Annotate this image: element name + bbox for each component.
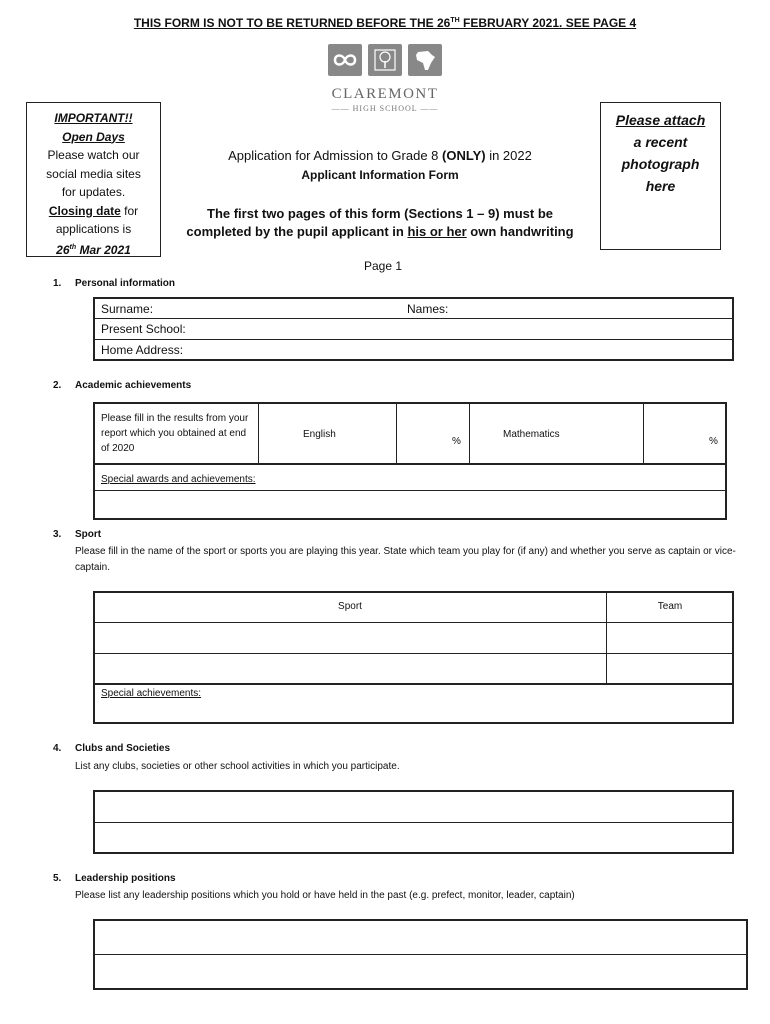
leadership-description: Please list any leadership positions which you hold or have held in the past (e.g. prefect, monitor, leader, captain) xyxy=(75,890,575,901)
clubs-description: List any clubs, societies or other school activities in which you participate. xyxy=(75,761,400,772)
photo-line: a recent xyxy=(633,134,688,150)
photo-line: photograph xyxy=(621,156,700,172)
africa-map-icon xyxy=(408,44,442,76)
english-percent-field[interactable]: % xyxy=(452,436,461,447)
form-title: Application for Admission to Grade 8 (ONLY) in 2022 xyxy=(228,148,532,163)
infinity-icon xyxy=(328,44,362,76)
section-title-clubs: Clubs and Societies xyxy=(75,743,171,754)
section-number: 3. xyxy=(53,529,62,540)
maths-percent-field[interactable]: % xyxy=(709,436,718,447)
tree-icon xyxy=(368,44,402,76)
important-line: for updates. xyxy=(61,185,126,199)
section-number: 5. xyxy=(53,873,62,884)
team-column-header: Team xyxy=(657,601,683,612)
section-title-personal: Personal information xyxy=(75,278,176,289)
section-title-sport: Sport xyxy=(75,529,102,540)
present-school-field[interactable]: Present School: xyxy=(101,322,186,336)
sport-column-header: Sport xyxy=(338,601,362,612)
important-line: Please watch our xyxy=(47,148,140,162)
handwriting-instruction: The first two pages of this form (Sections 1 – 9) must be completed by the pupil applicant in his or her own handwriting xyxy=(186,206,574,239)
important-title: IMPORTANT!! xyxy=(54,111,133,125)
home-address-field[interactable]: Home Address: xyxy=(101,343,184,357)
important-line: social media sites xyxy=(46,166,141,181)
surname-field[interactable]: Surname: xyxy=(101,302,154,316)
section-number: 1. xyxy=(53,278,62,289)
school-logo xyxy=(326,44,444,118)
english-label: English xyxy=(303,429,336,440)
photo-line: here xyxy=(645,178,676,194)
section-title-leadership: Leadership positions xyxy=(75,873,176,884)
names-field[interactable]: Names: xyxy=(407,302,449,316)
maths-label: Mathematics xyxy=(503,429,560,440)
special-awards-field[interactable] xyxy=(94,491,726,519)
open-days-heading: Open Days xyxy=(62,129,125,144)
sport-description: Please fill in the name of the sport or sports you are playing this year. State which team you play for (if any) and whether you serve as captain or vice-captain. xyxy=(75,546,736,573)
important-line: applications is xyxy=(55,222,132,236)
page-number: Page 1 xyxy=(364,259,403,273)
closing-date-line: Closing date for xyxy=(48,203,139,218)
special-awards-label: Special awards and achievements: xyxy=(101,474,256,485)
school-name: CLAREMONT xyxy=(331,86,439,102)
school-subtitle: —— HIGH SCHOOL —— xyxy=(331,104,439,113)
photo-line: Please attach xyxy=(615,112,706,128)
photo-placeholder-box[interactable] xyxy=(600,102,721,250)
results-instruction: Please fill in the results from your report which you obtained at end of 2020 xyxy=(101,413,249,454)
closing-date-value: 26th Mar 2021 xyxy=(56,242,131,257)
form-subtitle: Applicant Information Form xyxy=(301,168,459,182)
section-number: 2. xyxy=(53,380,62,391)
return-notice: THIS FORM IS NOT TO BE RETURNED BEFORE THE 26TH FEBRUARY 2021. SEE PAGE 4 xyxy=(133,16,637,30)
special-achievements-label: Special achievements: xyxy=(101,688,202,699)
important-notice-box xyxy=(26,102,161,257)
section-number: 4. xyxy=(53,743,62,754)
section-title-academic: Academic achievements xyxy=(75,380,192,391)
